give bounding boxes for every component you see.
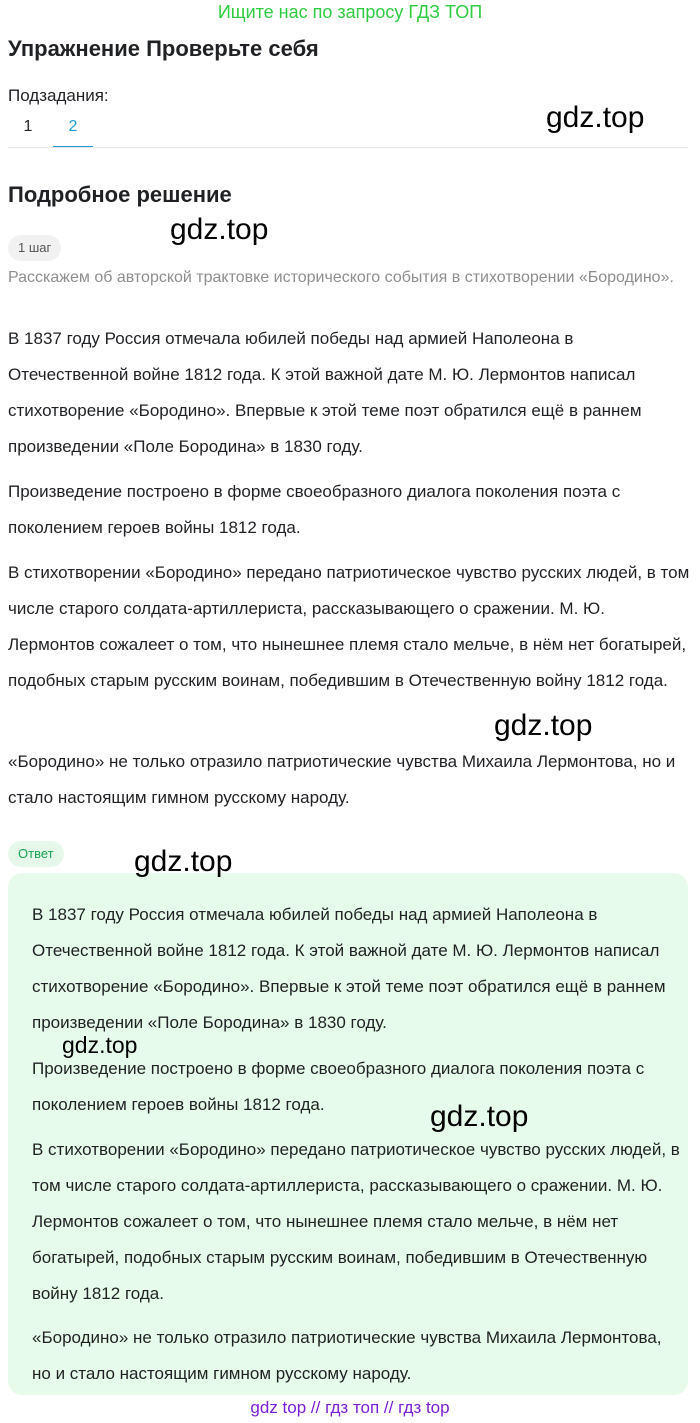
watermark: gdz.top [62,1032,138,1058]
answer-paragraph: Произведение построено в форме своеобразного диалога поколения поэта с поколением героев войны 1812 года. [32,1059,645,1114]
promo-banner[interactable]: Ищите нас по запросу ГДЗ ТОП [217,2,483,22]
step-intro: Расскажем об авторской трактовке исторического события в стихотворении «Бородино». [8,269,674,286]
answer-paragraph: В 1837 году Россия отмечала юбилей победы над армией Наполеона в Отечественной войне 1812 года. К этой важной дате М. Ю. Лермонтов написал стихотворение «Бородино». Впервые к этой теме поэт обратился ещё в раннем произведении «Поле Бородина» в 1830 году. [32,905,666,1032]
answer-paragraph: «Бородино» не только отразило патриотические чувства Михаила Лермонтова, но и стало настоящим гимном русскому народу. [32,1328,662,1383]
watermark: gdz.top [170,213,269,246]
watermark: gdz.top [494,709,593,742]
subtask-tab-1[interactable]: 1 [23,118,33,135]
answer-badge: Ответ [8,841,64,867]
solution-paragraph: Произведение построено в форме своеобразного диалога поколения поэта с поколением героев войны 1812 года. [8,482,621,537]
solution-title: Подробное решение [8,182,232,207]
subtask-tab-2[interactable]: 2 [53,112,93,148]
answer-paragraph: В стихотворении «Бородино» передано патриотическое чувство русских людей, в том числе старого солдата-артиллериста, рассказывающего о сражении. М. Ю. Лермонтов сожалеет о том, что нынешнее племя стало мельче, в нём нет богатырей, подобных старым русским воинам, победившим в Отечественную войну 1812 года. [32,1140,680,1303]
step-badge: 1 шаг [8,235,61,261]
watermark: gdz.top [134,845,233,878]
watermark: gdz.top [430,1100,529,1133]
page-title: Упражнение Проверьте себя [8,36,319,61]
solution-paragraph: «Бородино» не только отразило патриотические чувства Михаила Лермонтова, но и стало настоящим гимном русскому народу. [8,752,676,807]
solution-paragraph: В 1837 году Россия отмечала юбилей победы над армией Наполеона в Отечественной войне 1812 года. К этой важной дате М. Ю. Лермонтов написал стихотворение «Бородино». Впервые к этой теме поэт обратился ещё в раннем произведении «Поле Бородина» в 1830 году. [8,329,642,456]
watermark: gdz.top [546,101,645,134]
footer-links[interactable]: gdz top // гдз топ // гдз top [250,1398,450,1417]
solution-paragraph: В стихотворении «Бородино» передано патриотическое чувство русских людей, в том числе старого солдата-артиллериста, рассказывающего о сражении. М. Ю. Лермонтов сожалеет о том, что нынешнее племя стало мельче, в нём нет богатырей, подобных старым русским воинам, победившим в Отечественную войну 1812 года. [8,563,690,690]
divider [8,147,688,148]
subtasks-label: Подзадания: [8,86,109,105]
subtask-tabs [8,112,98,148]
